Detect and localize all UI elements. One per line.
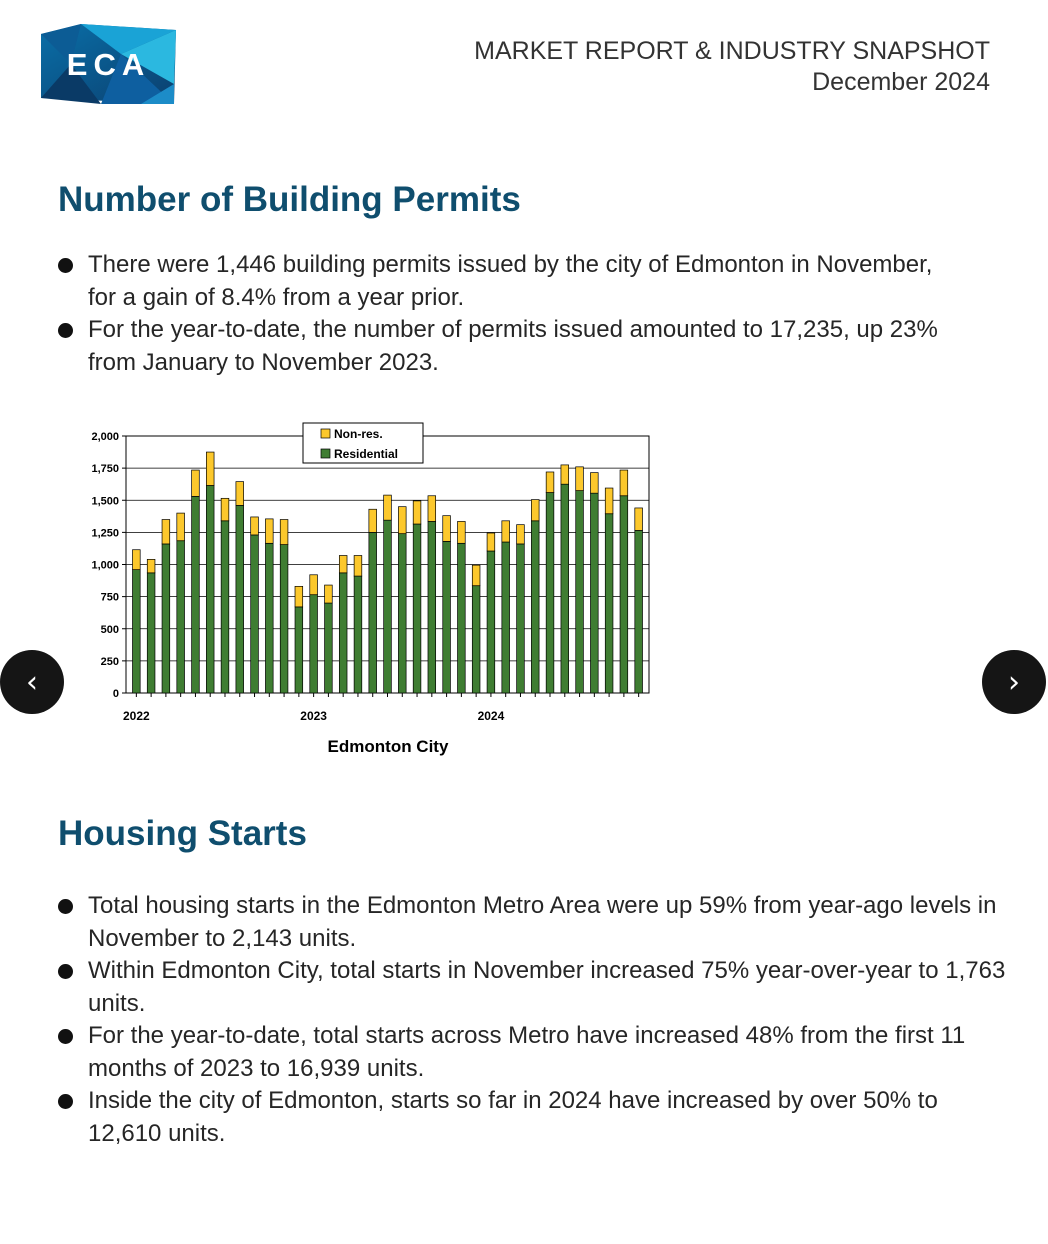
bar-non-res	[354, 556, 362, 577]
y-tick-label: 1,250	[91, 527, 119, 540]
y-tick-label: 250	[100, 655, 119, 668]
x-tick-label: 2022	[122, 709, 150, 723]
bullet-icon	[58, 323, 73, 338]
legend-swatch-residential	[321, 449, 330, 458]
bar-residential	[576, 491, 584, 693]
bar-non-res	[605, 488, 613, 514]
y-tick-label: 1,750	[91, 463, 119, 476]
list-item	[58, 1020, 1008, 1085]
bar-non-res	[635, 508, 643, 530]
y-tick-label: 0	[112, 688, 119, 700]
list-item	[58, 1085, 1008, 1150]
bullet-icon	[58, 899, 73, 914]
bar-residential	[413, 524, 421, 693]
bar-residential	[221, 521, 229, 693]
bar-non-res	[458, 521, 466, 543]
bar-non-res	[590, 473, 598, 494]
bar-residential	[280, 545, 288, 693]
bar-non-res	[443, 516, 451, 542]
bar-non-res	[236, 482, 244, 506]
bar-residential	[236, 505, 244, 693]
bar-non-res	[221, 498, 229, 520]
bar-non-res	[398, 507, 406, 534]
bar-non-res	[177, 513, 185, 541]
bar-non-res	[133, 550, 141, 570]
bullet-icon	[58, 258, 73, 273]
bar-residential	[443, 541, 451, 693]
housing-bullet-list	[58, 890, 1008, 1150]
list-item	[58, 314, 958, 379]
housing-title: Housing Starts	[58, 814, 307, 853]
bar-residential	[251, 535, 259, 693]
bullet-text: Within Edmonton City, total starts in November increased 75% year-over-year to 1,763 units.	[88, 957, 1006, 1017]
bar-residential	[133, 570, 141, 693]
list-item	[58, 249, 958, 314]
y-tick-label: 1,500	[91, 495, 119, 508]
bar-non-res	[280, 520, 288, 545]
bar-residential	[310, 595, 318, 693]
bar-non-res	[576, 467, 584, 491]
logo-text: ECA	[66, 47, 151, 82]
bar-non-res	[428, 496, 436, 522]
building-permits-chart	[75, 420, 675, 770]
bar-residential	[177, 541, 185, 693]
bar-non-res	[310, 575, 318, 595]
report-date: December 2024	[812, 68, 990, 96]
y-tick-label: 1,000	[91, 559, 119, 572]
list-item	[58, 955, 1008, 1020]
bar-non-res	[620, 470, 628, 496]
bullet-icon	[58, 1094, 73, 1109]
prev-button[interactable]	[0, 650, 64, 714]
bullet-text: Total housing starts in the Edmonton Metro Area were up 59% from year-ago levels in November to 2,143 units.	[88, 892, 997, 952]
bullet-text: For the year-to-date, the number of permits issued amounted to 17,235, up 23% from January to November 2023.	[88, 316, 938, 376]
bar-residential	[428, 521, 436, 693]
bar-residential	[369, 532, 377, 693]
bar-residential	[162, 544, 170, 693]
bar-non-res	[487, 533, 495, 551]
bar-non-res	[472, 565, 480, 586]
bar-residential	[325, 603, 333, 693]
bar-residential	[561, 484, 569, 693]
bar-residential	[354, 576, 362, 693]
permits-bullet-list	[58, 249, 958, 379]
bar-residential	[147, 573, 155, 693]
bar-non-res	[561, 465, 569, 484]
permits-title: Number of Building Permits	[58, 180, 521, 219]
bar-non-res	[295, 586, 303, 607]
y-tick-label: 2,000	[91, 431, 119, 443]
bar-residential	[295, 607, 303, 693]
x-tick-label: 2023	[300, 709, 327, 723]
bar-residential	[531, 521, 539, 693]
legend-label-residential: Residential	[334, 447, 399, 461]
legend-label-non-res: Non-res.	[334, 427, 383, 441]
report-title: MARKET REPORT & INDUSTRY SNAPSHOT	[474, 37, 990, 65]
bar-residential	[384, 520, 392, 693]
bullet-text: Inside the city of Edmonton, starts so far in 2024 have increased by over 50% to 12,610 units.	[88, 1087, 938, 1147]
bar-residential	[192, 496, 200, 693]
y-tick-label: 500	[100, 623, 119, 636]
x-tick-label: 2024	[477, 709, 505, 723]
bar-residential	[487, 551, 495, 693]
bullet-icon	[58, 1029, 73, 1044]
bar-non-res	[339, 556, 347, 573]
bar-non-res	[369, 509, 377, 532]
bar-non-res	[517, 525, 525, 544]
x-axis-label: Edmonton City	[327, 737, 449, 756]
bar-non-res	[206, 452, 214, 485]
bar-residential	[605, 514, 613, 693]
bar-residential	[265, 543, 273, 693]
bar-residential	[502, 542, 510, 693]
bar-residential	[635, 530, 643, 693]
bar-non-res	[384, 495, 392, 520]
chevron-right-icon: ›	[1008, 664, 1020, 700]
list-item	[58, 890, 1008, 955]
bar-residential	[458, 543, 466, 693]
bar-non-res	[531, 500, 539, 521]
bar-residential	[517, 544, 525, 693]
bar-non-res	[546, 472, 554, 493]
bullet-text: For the year-to-date, total starts across Metro have increased 48% from the first 11 months of 2023 to 16,939 units.	[88, 1022, 966, 1082]
legend-swatch-non-res	[321, 429, 330, 438]
bar-non-res	[265, 519, 273, 543]
chevron-left-icon: ‹	[26, 664, 38, 700]
bar-non-res	[147, 559, 155, 572]
bar-non-res	[162, 520, 170, 544]
y-tick-label: 750	[100, 591, 119, 604]
bar-residential	[398, 534, 406, 693]
bar-residential	[620, 496, 628, 693]
report-header	[474, 36, 990, 98]
chart-svg	[75, 420, 675, 770]
bar-non-res	[413, 501, 421, 524]
bar-residential	[206, 485, 214, 693]
bullet-icon	[58, 964, 73, 979]
bar-non-res	[325, 585, 333, 603]
bar-residential	[590, 493, 598, 693]
bullet-text: There were 1,446 building permits issued by the city of Edmonton in November, for a gain of 8.4% from a year prior.	[88, 251, 933, 311]
bar-residential	[339, 573, 347, 693]
eca-logo	[41, 24, 176, 104]
bar-residential	[546, 493, 554, 693]
bar-residential	[472, 586, 480, 693]
bar-non-res	[502, 521, 510, 542]
next-button[interactable]	[982, 650, 1046, 714]
bar-non-res	[192, 470, 200, 496]
bar-non-res	[251, 517, 259, 535]
